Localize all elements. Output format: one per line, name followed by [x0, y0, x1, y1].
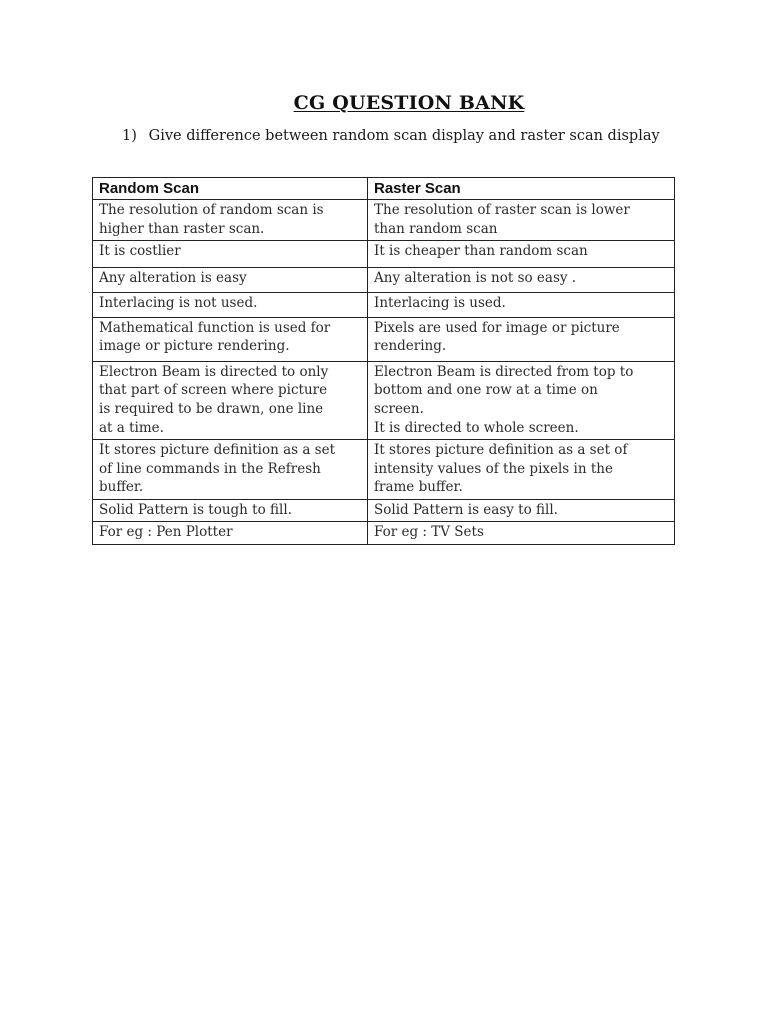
cell-text-line: It is cheaper than random scan: [374, 242, 588, 259]
cell-random-scan: [93, 240, 368, 267]
cell-raster-scan: [368, 292, 675, 317]
cell-text-line: is required to be drawn, one line: [99, 401, 324, 418]
cell-text-line: screen.: [374, 401, 424, 418]
cell-text-line: It is costlier: [99, 242, 181, 259]
cell-text-line: Any alteration is not so easy .: [374, 269, 577, 286]
table-row: [93, 499, 675, 521]
cell-text-line: bottom and one row at a time on: [374, 382, 598, 399]
cell-raster-scan: [368, 240, 675, 267]
table-body: [93, 200, 675, 545]
cell-text-line: rendering.: [374, 338, 447, 355]
cell-random-scan: [93, 521, 368, 544]
cell-text-line: The resolution of raster scan is lower: [374, 202, 630, 218]
table-row: [93, 361, 675, 439]
table-row: [93, 317, 675, 361]
cell-random-scan: [93, 499, 368, 521]
cell-text-line: The resolution of random scan is: [99, 202, 324, 218]
table-row: [93, 267, 675, 292]
cell-raster-scan: [368, 267, 675, 292]
cell-text-line: higher than raster scan.: [99, 220, 265, 237]
cell-random-scan: [93, 267, 368, 292]
table-header-row: [93, 178, 675, 200]
cell-text-line: It is directed to whole screen.: [374, 419, 579, 436]
page-title: CG QUESTION BANK: [293, 92, 525, 114]
cell-random-scan: [93, 439, 368, 499]
cell-text-line: than random scan: [374, 220, 498, 237]
cell-raster-scan: [368, 521, 675, 544]
cell-text-line: of line commands in the Refresh: [99, 460, 321, 477]
table-row: [93, 292, 675, 317]
cell-text-line: at a time.: [99, 419, 164, 436]
table-row: [93, 240, 675, 267]
table-row: [93, 521, 675, 544]
cell-random-scan: [93, 317, 368, 361]
header-random-scan: Random Scan: [93, 178, 368, 200]
cell-text-line: intensity values of the pixels in the: [374, 460, 613, 477]
question-number: 1): [122, 128, 137, 144]
cell-text-line: It stores picture definition as a set: [99, 441, 336, 458]
question-item: [122, 128, 660, 144]
table-row: [93, 200, 675, 241]
comparison-table: [92, 177, 675, 545]
cell-text-line: Mathematical function is used for: [99, 319, 331, 336]
cell-text-line: Electron Beam is directed to only: [99, 363, 329, 380]
cell-text-line: buffer.: [99, 479, 144, 496]
cell-raster-scan: [368, 361, 675, 439]
cell-text-line: Any alteration is easy: [99, 269, 247, 286]
cell-raster-scan: [368, 439, 675, 499]
cell-text-line: Interlacing is used.: [374, 294, 506, 311]
cell-raster-scan: [368, 317, 675, 361]
cell-random-scan: [93, 361, 368, 439]
cell-text-line: For eg : Pen Plotter: [99, 523, 233, 540]
cell-random-scan: [93, 200, 368, 241]
cell-text-line: Interlacing is not used.: [99, 294, 258, 311]
cell-text-line: Solid Pattern is easy to fill.: [374, 501, 558, 518]
cell-text-line: Pixels are used for image or picture: [374, 319, 620, 336]
cell-text-line: For eg : TV Sets: [374, 523, 484, 540]
cell-text-line: It stores picture definition as a set of: [374, 441, 628, 458]
cell-random-scan: [93, 292, 368, 317]
cell-raster-scan: [368, 200, 675, 241]
question-text: Give difference between random scan display and raster scan display: [148, 128, 660, 144]
table-row: [93, 439, 675, 499]
cell-text-line: that part of screen where picture: [99, 382, 328, 399]
cell-raster-scan: [368, 499, 675, 521]
cell-text-line: frame buffer.: [374, 479, 463, 496]
cell-text-line: Solid Pattern is tough to fill.: [99, 501, 292, 518]
header-raster-scan: Raster Scan: [368, 178, 675, 200]
cell-text-line: image or picture rendering.: [99, 338, 290, 355]
cell-text-line: Electron Beam is directed from top to: [374, 363, 634, 380]
